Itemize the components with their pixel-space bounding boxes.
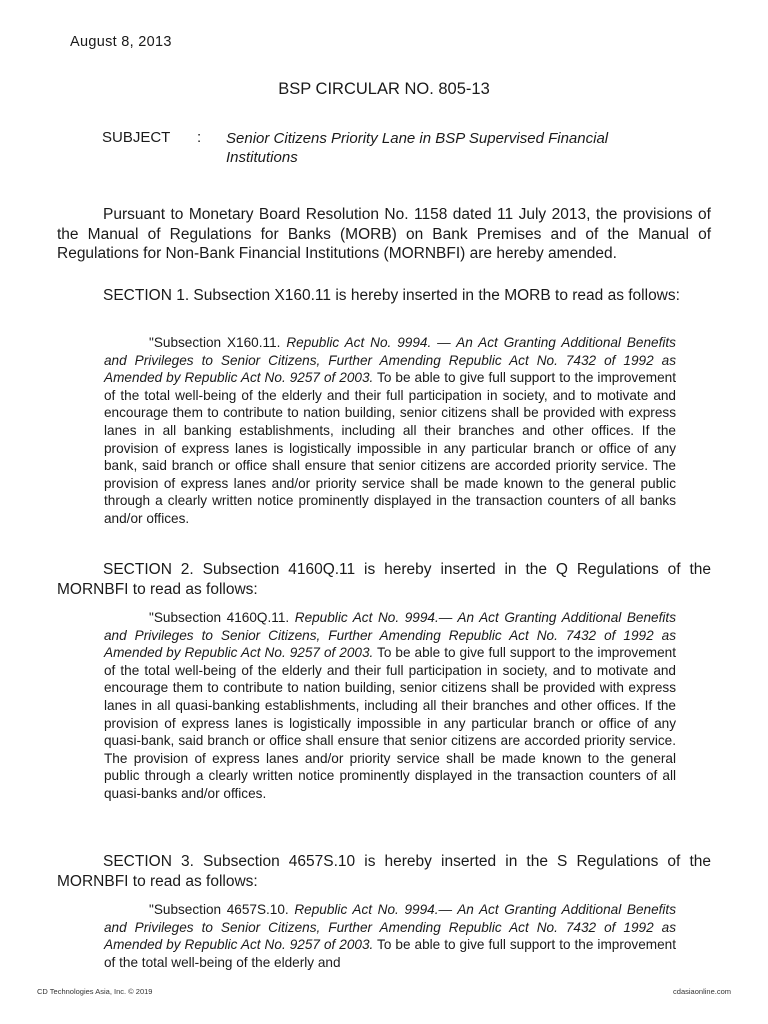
subject-colon: :: [197, 129, 202, 146]
section-2-quote-title: Republic Act No. 9994.— An Act Granting Additional Benefits and Privileges to Senior Citizens, Further Amending Republic Act No. 7432 of 1992 as Amended by Republic Act No. 9257 of 2003.: [104, 610, 676, 661]
section-3-quote-title: Republic Act No. 9994.— An Act Granting Additional Benefits and Privileges to Senior Citizens, Further Amending Republic Act No. 7432 of 1992 as Amended by Republic Act No. 9257 of 2003.: [104, 902, 676, 953]
intro-paragraph: Pursuant to Monetary Board Resolution No. 1158 dated 11 July 2013, the provisions of the Manual of Regulations for Banks (MORB) on Bank Premises and of the Manual of Regulations for Non-Bank Financial Institutions (MORNBFI) are hereby amended.: [57, 206, 711, 262]
section-3-heading: SECTION 3. Subsection 4657S.10 is hereby inserted in the S Regulations of the MORNBFI to read as follows:: [57, 853, 711, 890]
circular-title: BSP CIRCULAR NO. 805-13: [278, 80, 490, 98]
section-3-quote-body: To be able to give full support to the improvement of the total well-being of the elderly and: [104, 937, 676, 970]
section-3-quote: [104, 901, 676, 971]
section-2-quote-prefix: "Subsection 4160Q.11.: [149, 610, 295, 625]
section-1-quote-title: Republic Act No. 9994. — An Act Granting Additional Benefits and Privileges to Senior Citizens, Further Amending Republic Act No. 7432 of 1992 as Amended by Republic Act No. 9257 of 2003.: [104, 335, 676, 386]
document-date: August 8, 2013: [70, 34, 172, 50]
subject-text: Senior Citizens Priority Lane in BSP Supervised Financial Institutions: [226, 130, 609, 166]
section-1-quote-body: To be able to give full support to the improvement of the total well-being of the elderly and their full participation in society, and to motivate and encourage them to contribute to nation building, senior citizens shall be provided with express lanes in all banking establishments, including all their branches and other offices. If the provision of express lanes is logistically impossible in any particular branch or office of any bank, said branch or office shall ensure that senior citizens are accorded priority service. The provision of express lanes and/or priority service shall be made known to the general public through a clearly written notice prominently displayed in the transaction counters of all banks and/or offices.: [104, 370, 676, 526]
section-2-quote: [104, 609, 676, 803]
footer-copyright: CD Technologies Asia, Inc. © 2019: [37, 987, 153, 996]
footer-website: cdasiaonline.com: [673, 987, 731, 996]
section-1-quote-prefix: "Subsection X160.11.: [149, 335, 287, 350]
section-2-quote-body: To be able to give full support to the improvement of the total well-being of the elderly and their full participation in society, and to motivate and encourage them to contribute to nation building, senior citizens shall be provided with express lanes in all quasi-banking establishments, including all their branches and other offices. If the provision of express lanes is logistically impossible in any particular branch or office of any quasi-bank, said branch or office shall ensure that senior citizens are accorded priority service. The provision of express lanes and/or priority service shall be made known to the general public through a clearly written notice prominently displayed in the transaction counters of all quasi-banks and/or offices.: [104, 645, 676, 801]
subject-label: SUBJECT: [102, 129, 171, 146]
section-3-quote-prefix: "Subsection 4657S.10.: [149, 902, 295, 917]
section-1-quote: [104, 334, 676, 528]
section-2-heading: SECTION 2. Subsection 4160Q.11 is hereby inserted in the Q Regulations of the MORNBFI to read as follows:: [57, 561, 711, 598]
section-1-heading: SECTION 1. Subsection X160.11 is hereby inserted in the MORB to read as follows:: [103, 287, 680, 304]
